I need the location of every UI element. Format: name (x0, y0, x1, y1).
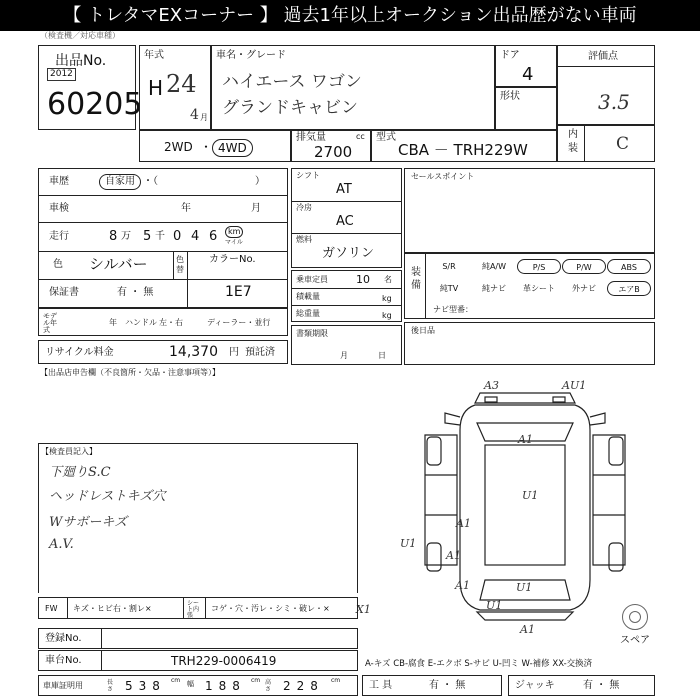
cert-label: 車庫証明用 (43, 681, 83, 690)
recycle-unit: 円 (229, 347, 239, 358)
inspection-label: 車検 (49, 203, 69, 214)
lot-box (38, 45, 143, 130)
length-value: 538 (125, 679, 166, 693)
door-label: ドア (500, 50, 520, 61)
mark-left-door: A1 (456, 517, 471, 530)
color-change: 色替 (176, 255, 184, 274)
history-table (38, 168, 288, 308)
after-box (404, 322, 655, 365)
equipment-option: ABS (607, 259, 651, 274)
jack-label: ジャッキ (515, 680, 555, 691)
ac-label: 冷房 (296, 203, 312, 212)
sales-point-box (404, 168, 655, 253)
usage-extra: ・（ (143, 176, 158, 187)
name-line2: グランドキャビン (222, 98, 358, 118)
usage-end: ） (255, 176, 265, 187)
name-label: 車名・グレード (216, 50, 286, 61)
inspector-label: 【検査員記入】 (41, 447, 97, 456)
navi-label: ナビ型番： (433, 305, 473, 314)
mark-seat: X1 (356, 603, 371, 616)
model-box (371, 130, 557, 162)
tools-box (362, 675, 502, 696)
interior-grade: C (616, 134, 630, 154)
km-circled: km (225, 226, 243, 238)
score-box (557, 45, 655, 125)
warranty-label: 保証書 (49, 287, 79, 298)
mileage-v4: 4 (191, 229, 200, 244)
jack-value: 有 ・ 無 (583, 680, 620, 691)
equipment-option: 純TV (439, 284, 459, 293)
load-label: 積載量 (296, 292, 320, 301)
model-year-label: モデル年式 (43, 312, 57, 334)
interior-box (557, 125, 655, 162)
mark-rear-bumper: U1 (486, 599, 503, 612)
name-line1: ハイエース ワゴン (222, 72, 362, 92)
inspector-line-1: 下廻りS.C (49, 465, 111, 480)
mark-roof: U1 (522, 489, 539, 502)
sales-point-label: セールスポイント (411, 172, 475, 181)
mark-front-right: AU1 (562, 379, 587, 392)
drive-2wd: 2WD (164, 140, 193, 154)
displacement-box (291, 130, 371, 162)
fuel-label: 燃料 (296, 235, 312, 244)
spec-box (291, 168, 402, 268)
mileage-u2: 千 (155, 231, 165, 242)
chassis-row (38, 650, 358, 671)
tools-value: 有 ・ 無 (429, 680, 466, 691)
inspector-line-4: A.V. (49, 537, 74, 552)
shape-label: 形状 (500, 91, 520, 102)
mileage-v5: 6 (209, 229, 218, 244)
spare-tire-hub-icon (629, 611, 641, 623)
year-box (139, 45, 211, 130)
shape-box (495, 87, 557, 130)
mark-left-side: U1 (400, 537, 417, 550)
model-year-unit: 年 (109, 318, 117, 327)
cert-row (38, 675, 358, 696)
mileage-u1: 万 (121, 231, 131, 242)
mileage-label: 走行 (49, 231, 69, 242)
mileage-v1: 8 (109, 229, 118, 244)
inspection-month: 月 (251, 203, 261, 214)
dealer-label: ディーラー・並行 (207, 318, 271, 327)
score-value: 3.5 (598, 90, 630, 114)
interior-label-2: 装 (568, 143, 578, 154)
deadline-label: 書類期限 (296, 329, 328, 338)
inspector-line-2: ヘッドレストキズ穴 (49, 489, 166, 504)
capacity-value: 10 (356, 273, 370, 286)
lot-number: 60205 (47, 87, 143, 122)
recycle-label: リサイクル料金 (45, 347, 114, 358)
damage-legend: A-キズ CB-腐食 E-エクボ S-サビ U-凹ミ W-補修 XX-交換済 (365, 659, 593, 669)
name-box (211, 45, 495, 130)
capacity-label: 乗車定員 (296, 275, 328, 284)
equipment-option: エアB (607, 281, 651, 296)
seat-label: シート内張 (187, 600, 200, 619)
drive-box (139, 130, 291, 162)
door-value: 4 (522, 64, 534, 85)
warranty-value: 有 ・ 無 (117, 287, 154, 298)
reg-label: 登録No. (45, 633, 82, 644)
equipment-label: 装備 (411, 267, 421, 291)
equipment-option: 革シート (523, 284, 555, 293)
fw-row (38, 597, 358, 619)
inspection-year: 年 (181, 203, 191, 214)
door-box (495, 45, 557, 87)
width-unit: cm (251, 677, 261, 684)
color-no-label: カラーNo. (209, 254, 256, 265)
equipment-option: 外ナビ (572, 284, 596, 293)
fuel-value: ガソリン (322, 246, 375, 261)
mark-front-left: A3 (484, 379, 499, 392)
month-value: 4 (190, 107, 199, 123)
equipment-grid (427, 257, 655, 301)
year-value: 24 (166, 70, 197, 98)
mileage-v2: 5 (143, 229, 152, 244)
history-label: 車歴 (49, 176, 69, 187)
load-unit: kg (382, 294, 392, 303)
fw-value: キズ・ヒビ右・割レ× (73, 604, 152, 613)
year-label: 年式 (144, 50, 164, 61)
deadline-month: 月 (340, 351, 348, 360)
inspector-box (38, 443, 358, 593)
ac-value: AC (336, 214, 354, 229)
mark-rear-glass: A1 (520, 623, 535, 636)
fw-label: FW (45, 604, 58, 613)
deadline-box (291, 325, 402, 365)
equipment-box (404, 253, 655, 319)
height-unit: cm (331, 677, 341, 684)
color-value: シルバー (89, 255, 148, 273)
width-label: 幅 (187, 680, 194, 688)
mark-hood: A1 (518, 433, 533, 446)
tools-label: 工 具 (369, 680, 393, 691)
equipment-option: 純ナビ (482, 284, 506, 293)
mark-rear-center: U1 (516, 581, 533, 594)
length-label: 長さ (107, 679, 114, 693)
height-label: 高さ (265, 679, 272, 693)
seller-notes-label: 【出品店申告欄（不良箇所・欠品・注意事項等）】 (40, 368, 220, 377)
banner-title: 【 トレタマEXコーナー 】 過去1年以上オークション出品歴がない車両 (0, 0, 700, 31)
capacity-box (291, 270, 402, 322)
weight-label: 総重量 (296, 309, 320, 318)
weight-unit: kg (382, 311, 392, 320)
handle-label: ハンドル (125, 318, 157, 327)
mark-left-rear: A1 (446, 549, 461, 562)
shift-label: シフト (296, 171, 320, 180)
drive-4wd: 4WD (212, 139, 253, 157)
color-no: 1E7 (225, 284, 252, 300)
deadline-day: 日 (378, 351, 386, 360)
inspector-line-3: Wサボーキズ (49, 515, 128, 530)
era: H (148, 76, 164, 100)
width-value: 188 (205, 679, 246, 693)
top-strip: （検査機／対応車種） (40, 31, 120, 40)
height-value: 228 (283, 679, 324, 693)
recycle-note: 預託済 (245, 347, 275, 358)
chassis-label: 車台No. (45, 655, 82, 666)
seat-value: コゲ・穴・汚レ・シミ・破レ・× (211, 604, 330, 613)
jack-box (508, 675, 655, 696)
spare-label: スペア (620, 635, 650, 646)
disp-unit: cc (356, 132, 365, 141)
mile-unit: マイル (225, 239, 243, 246)
reg-row (38, 628, 358, 649)
equipment-option: 純A/W (481, 262, 507, 271)
equipment-option: S/R (442, 262, 456, 271)
after-label: 後日品 (411, 326, 435, 335)
interior-label-1: 内 (568, 129, 578, 140)
model-year-row (38, 308, 288, 336)
drive-sep: ・ (200, 140, 213, 154)
equipment-option: P/S (517, 259, 561, 274)
capacity-unit: 名 (384, 275, 392, 284)
model-code: CBA － TRH229W (398, 141, 528, 159)
equipment-option: P/W (562, 259, 606, 274)
model-label: 型式 (376, 132, 396, 143)
month-unit: 月 (200, 113, 208, 122)
score-label: 評価点 (588, 51, 618, 62)
disp-label: 排気量 (296, 132, 326, 143)
chassis-value: TRH229-0006419 (171, 654, 277, 668)
color-label: 色 (53, 259, 63, 270)
recycle-row (38, 340, 288, 364)
mark-rear-left: A1 (455, 579, 470, 592)
length-unit: cm (171, 677, 181, 684)
shift-value: AT (336, 182, 352, 197)
usage-circled: 自家用 (99, 174, 141, 190)
displacement: 2700 (314, 143, 353, 161)
lot-label: 出品No. (55, 53, 107, 69)
handle-value: 左・右 (159, 318, 183, 327)
mileage-v3: 0 (173, 229, 182, 244)
year-stamp: 2012 (47, 68, 76, 81)
recycle-amount: 14,370 (169, 344, 218, 360)
